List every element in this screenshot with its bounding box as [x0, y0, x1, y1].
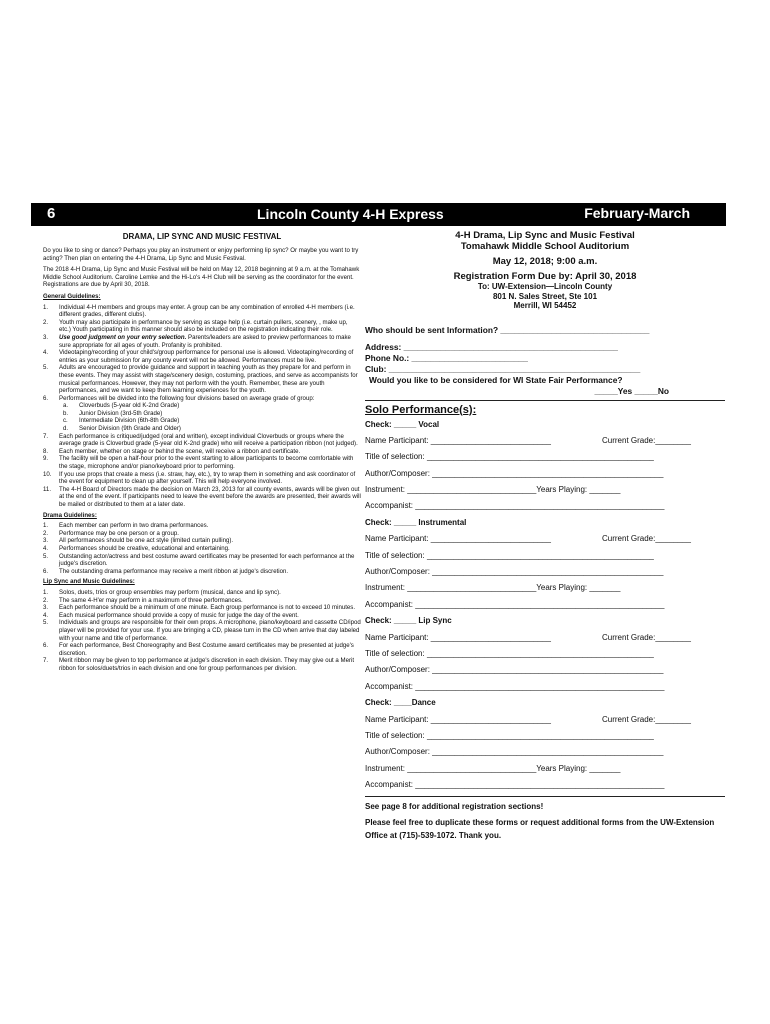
name-participant-row[interactable]: Name Participant: ___________________________ Current Grade:________ — [365, 714, 691, 724]
form-due-date: Registration Form Due by: April 30, 2018 — [453, 271, 637, 282]
accompanist-field[interactable]: Accompanist: ________________________________________________________ — [365, 681, 665, 691]
page-header-bar — [31, 203, 726, 226]
list-item: 2. Performance may be one person or a group. — [43, 529, 179, 537]
list-item: 4. Performances should be creative, educational and entertaining. — [43, 544, 230, 552]
list-item: 1. Solos, duets, trios or group ensembles may perform (musical, dance and lip sync). — [43, 588, 281, 596]
form-date: May 12, 2018; 9:00 a.m. — [492, 256, 598, 267]
drama-guidelines-list — [43, 522, 361, 575]
list-item: 6. For each performance, Best Choreography and Best Costume award certificates may be presented at judge's discretion. — [43, 642, 354, 657]
name-participant-row[interactable]: Name Participant: ___________________________ Current Grade:________ — [365, 435, 691, 445]
list-item: 1. Each member can perform in two drama performances. — [43, 522, 209, 530]
list-item: 4. Each musical performance should provide a copy of music for judge the day of the event. — [43, 611, 299, 619]
list-item: 1. Individual 4-H members and groups may enter. A group can be any combination of enrolled 4-H members (i.e. different grades, different clubs). — [43, 303, 355, 319]
list-item: 6. The outstanding drama performance may receive a merit ribbon at judge's discretion. — [43, 567, 289, 575]
title-selection-field[interactable]: Title of selection: ___________________________________________________ — [365, 452, 654, 462]
division-item: c. Intermediate Division (6th-8th Grade) — [63, 417, 180, 425]
division-item: b. Junior Division (3rd-5th Grade) — [63, 409, 163, 417]
accompanist-field[interactable]: Accompanist: ________________________________________________________ — [365, 780, 665, 790]
author-composer-field[interactable]: Author/Composer: ____________________________________________________ — [365, 665, 664, 675]
form-venue: Tomahawk Middle School Auditorium — [460, 241, 630, 252]
newsletter-title: Lincoln County 4-H Express — [257, 206, 444, 222]
accompanist-field[interactable]: Accompanist: ________________________________________________________ — [365, 501, 665, 511]
state-fair-question: Would you like to be considered for WI State Fair Performance? — [369, 374, 623, 385]
title-selection-field[interactable]: Title of selection: ___________________________________________________ — [365, 550, 654, 560]
divider — [365, 400, 725, 401]
list-item: 3. Each performance should be a minimum of one minute. Each group performance is not to exceed 10 minutes. — [43, 604, 356, 612]
list-item: 5. Adults are encouraged to provide guidance and support in teaching youth as they prepare for and perform in these events. They may assist with stage/scenery design, costuming, practices, and serve as accompanists for musical performances. However, they may not perform with the youth. Remember, these are youth performances, and we want to keep them learning experiences for the youth. — [43, 364, 358, 395]
mail-to-line: To: UW-Extension—Lincoln County — [477, 282, 613, 291]
mail-street: 801 N. Sales Street, Ste 101 — [492, 291, 598, 301]
see-page-note: See page 8 for additional registration sections! — [365, 802, 544, 812]
phone-field[interactable]: Phone No.: _________________________ — [365, 352, 528, 363]
list-item: 6. Performances will be divided into the following four divisions based on average grade of group: — [43, 394, 315, 402]
name-participant-row[interactable]: Name Participant: ___________________________ Current Grade:________ — [365, 534, 691, 544]
author-composer-field[interactable]: Author/Composer: ____________________________________________________ — [365, 747, 664, 757]
division-item: d. Senior Division (9th Grade and Older) — [63, 425, 181, 433]
list-item: 7. Each performance is critiqued/judged (oral and written), except individual Cloverbuds or groups where the average grade is Cloverbud grade (5-year old K-2nd grade) who will receive a participation ribbon (not judged). — [43, 432, 358, 448]
list-item: 3. All performances should be one act style (limited curtain pulling). — [43, 537, 234, 545]
list-item: 2. The same 4-H'er may perform in a maximum of three performances. — [43, 596, 243, 604]
list-item: 7. Merit ribbon may be given to top performance at judge's discretion in each division. They may give out a Merit ribbon for solos/duets/trios in each division and one for group performances per division. — [43, 657, 355, 672]
title-selection-field[interactable]: Title of selection: ___________________________________________________ — [365, 730, 654, 740]
divider — [365, 796, 725, 797]
lipsync-guidelines-heading: Lip Sync and Music Guidelines: — [43, 578, 135, 586]
check-dance[interactable]: Check: ____Dance — [365, 698, 436, 708]
festival-guidelines-column — [43, 232, 361, 672]
name-participant-row[interactable]: Name Participant: ___________________________ Current Grade:________ — [365, 632, 691, 642]
info-recipient-field[interactable]: Who should be sent Information? ________________________________ — [365, 324, 650, 335]
intro-paragraph: Do you like to sing or dance? Perhaps you play an instrument or enjoy performing lip sync? Or maybe you want to try acting? Then plan on entering the 4-H Drama, Lip Sync and Music Festival. — [43, 247, 359, 262]
club-field[interactable]: Club: ______________________________________________________ — [365, 363, 641, 374]
page-number: 6 — [47, 205, 56, 222]
event-details-paragraph: The 2018 4-H Drama, Lip Sync and Music Festival will be held on May 12, 2018 beginning at 9 a.m. at the Tomahawk Middle School Auditorium. Caroline Lemke and the Hi-Lo's 4-H Club will be serving as the coordinator for the event. Registrations are due by April 30, 2018. — [43, 266, 360, 289]
list-item: 5. Individuals and groups are responsible for their own props. A microphone, piano/keyboard and cassette CD/ipod player will be provided for your use. If you are bringing a CD, please turn in the CD when arrive that day labeled with your name and title of performance. — [43, 619, 361, 642]
duplicate-forms-note: Please feel free to duplicate these forms or request additional forms from the UW-Extension Office at (715)-539-1072. Thank you. — [365, 818, 715, 841]
list-item: 4. Videotaping/recording of your child's/group performance for personal use is allowed. Videotaping/recording of entries as your submission for any county event will not be allowed. Performances must be live. — [43, 349, 354, 364]
list-item: 11. The 4-H Board of Directors made the decision on March 23, 2013 for all county events, awards will be given out at the end of the event. If participants need to leave the event before the awards are presented, their awards will be mailed or distributed to them at a later date. — [43, 485, 361, 508]
check-vocal[interactable]: Check: _____ Vocal — [365, 419, 440, 429]
list-item: 5. Outstanding actor/actress and best costume award certificates may be presented for each performance at the judge's discretion. — [43, 552, 355, 568]
list-item: 2. Youth may also participate in performance by serving as stage help (i.e. curtain pullers, scenery, , make up, etc.) Youth participating in this manner should also be included on the registration indicating their role. — [43, 318, 348, 334]
list-item: 10. If you use props that create a mess (i.e. straw, hay, etc.), try to wrap them in something and ask coordinator of the event for equipment to clean up after yourself. This will help everyone involved. — [43, 470, 356, 486]
festival-title: DRAMA, LIP SYNC AND MUSIC FESTIVAL — [122, 232, 282, 241]
general-guidelines-heading: General Guidelines: — [43, 292, 101, 300]
list-item: 3. Use good judgment on your entry selection. Parents/leaders are asked to preview performances to make sure appropriate for all ages of youth. Profanity is prohibited. — [43, 333, 351, 349]
check-instrumental[interactable]: Check: _____ Instrumental — [365, 517, 467, 527]
author-composer-field[interactable]: Author/Composer: ____________________________________________________ — [365, 567, 664, 577]
general-guidelines-list — [43, 304, 361, 509]
address-field[interactable]: Address: ______________________________________________ — [365, 341, 618, 352]
issue-months: February-March — [584, 205, 690, 221]
instrument-field[interactable]: Instrument: _____________________________Years Playing: _______ — [365, 583, 621, 593]
author-composer-field[interactable]: Author/Composer: ____________________________________________________ — [365, 468, 664, 478]
solo-performance-heading: Solo Performance(s): — [365, 403, 477, 416]
registration-form-column — [365, 230, 725, 842]
division-item: a. Cloverbuds (5-year old K-2nd Grade) — [63, 402, 180, 410]
list-item: 8. Each member, whether on stage or behind the scene, will receive a ribbon and certificate. — [43, 447, 301, 455]
accompanist-field[interactable]: Accompanist: ________________________________________________________ — [365, 599, 665, 609]
drama-guidelines-heading: Drama Guidelines: — [43, 511, 97, 519]
list-item: 9. The facility will be open a half-hour prior to the event starting to allow participants to become comfortable with the stage, microphone and/or piano/keyboard prior to performing. — [43, 455, 354, 471]
instrument-field[interactable]: Instrument: _____________________________Years Playing: _______ — [365, 485, 621, 495]
title-selection-field[interactable]: Title of selection: ___________________________________________________ — [365, 648, 654, 658]
check-lip-sync[interactable]: Check: _____ Lip Sync — [365, 616, 452, 626]
instrument-field[interactable]: Instrument: _____________________________Years Playing: _______ — [365, 763, 621, 773]
lipsync-guidelines-list — [43, 589, 361, 673]
form-title: 4-H Drama, Lip Sync and Music Festival — [455, 230, 635, 241]
state-fair-choice[interactable]: _____Yes _____No — [594, 385, 669, 396]
mail-city: Merrill, WI 54452 — [513, 301, 577, 310]
